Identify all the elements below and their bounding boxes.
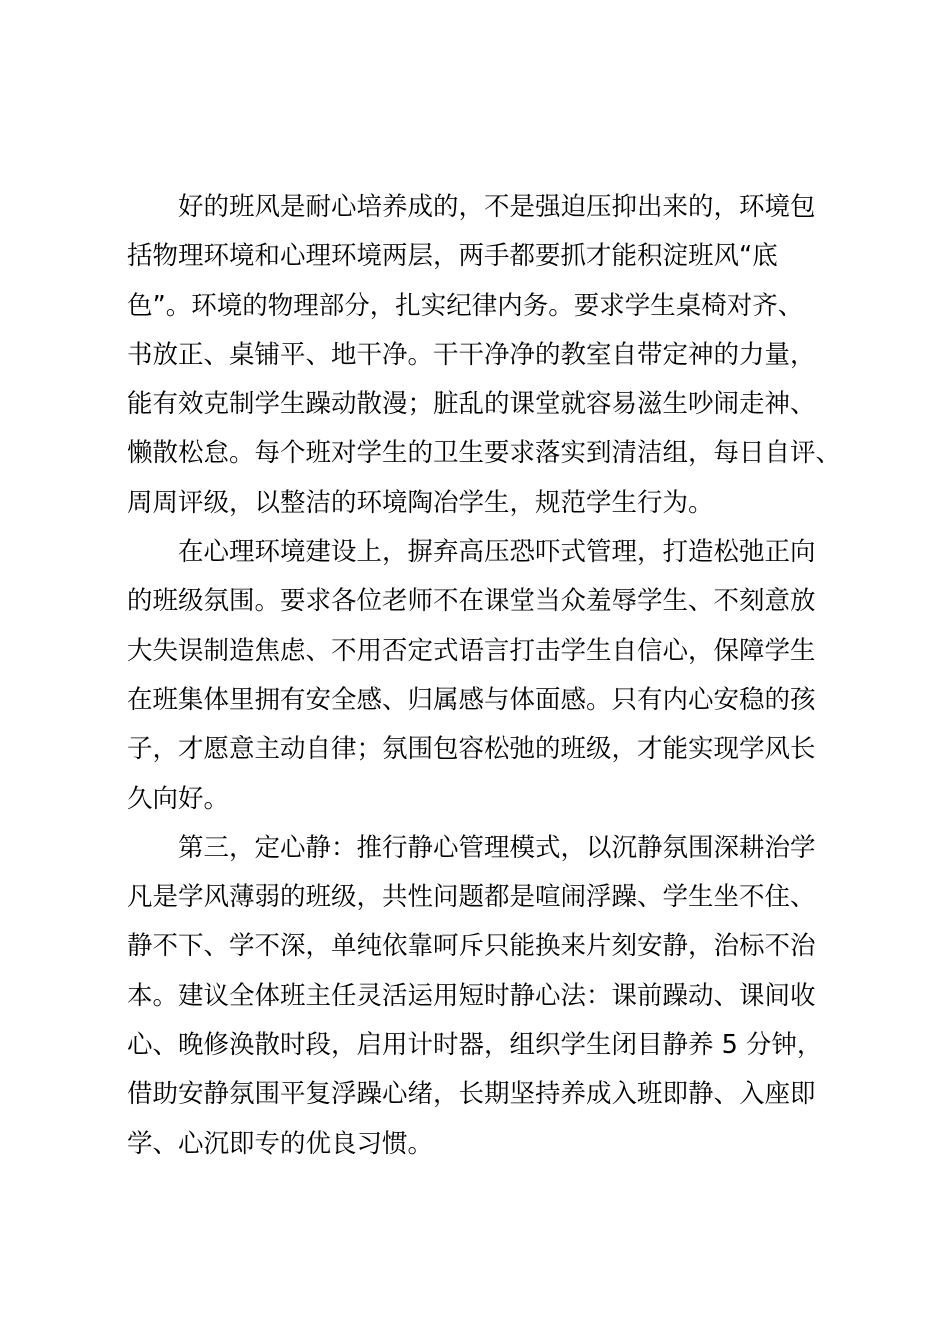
- text-line: 在心理环境建设上，摒弃高压恐吓式管理，打造松弛正向: [178, 537, 816, 568]
- text-line: 子，才愿意主动自律；氛围包容松弛的班级，才能实现学风长: [127, 734, 816, 765]
- text-line: 在班集体里拥有安全感、归属感与体面感。只有内心安稳的孩: [127, 684, 816, 715]
- text-line: 书放正、桌铺平、地干净。干干净净的教室自带定神的力量，: [127, 339, 816, 370]
- text-line: 能有效克制学生躁动散漫；脏乱的课堂就容易滋生吵闹走神、: [127, 389, 816, 420]
- paragraph: [127, 528, 837, 824]
- text-line: 凡是学风薄弱的班级，共性问题都是喧闹浮躁、学生坐不住、: [127, 882, 816, 913]
- text-line: 大失误制造焦虑、不用否定式语言打击学生自信心，保障学生: [127, 635, 816, 666]
- text-line: 静不下、学不深，单纯依靠呵斥只能换来片刻安静，治标不治: [127, 931, 816, 962]
- text-line: 色”。环境的物理部分，扎实纪律内务。要求学生桌椅对齐、: [127, 290, 804, 321]
- text-line: 心、晚修涣散时段，启用计时器，组织学生闭目静养 5 分钟，: [127, 1030, 823, 1061]
- text-line: 久向好。: [127, 783, 230, 814]
- paragraph: [127, 183, 842, 528]
- text-line: 好的班风是耐心培养成的，不是强迫压抑出来的，环境包: [178, 192, 816, 222]
- text-line: 懒散松怠。每个班对学生的卫生要求落实到清洁组，每日自评、: [127, 438, 842, 469]
- text-line: 学、心沉即专的优良习惯。: [127, 1128, 434, 1159]
- paragraph: [127, 824, 837, 1169]
- section-heading-line: 第三，定心静：推行静心管理模式，以沉静氛围深耕治学: [178, 832, 816, 863]
- text-line: 周周评级，以整洁的环境陶冶学生，规范学生行为。: [127, 487, 714, 518]
- text-line: 括物理环境和心理环境两层，两手都要抓才能积淀班风“底: [127, 241, 778, 272]
- text-line: 本。建议全体班主任灵活运用短时静心法：课前躁动、课间收: [127, 980, 816, 1011]
- text-line: 的班级氛围。要求各位老师不在课堂当众羞辱学生、不刻意放: [127, 586, 816, 617]
- text-line: 借助安静氛围平复浮躁心绪，长期坚持养成入班即静、入座即: [127, 1079, 816, 1110]
- document-body: [127, 183, 842, 1169]
